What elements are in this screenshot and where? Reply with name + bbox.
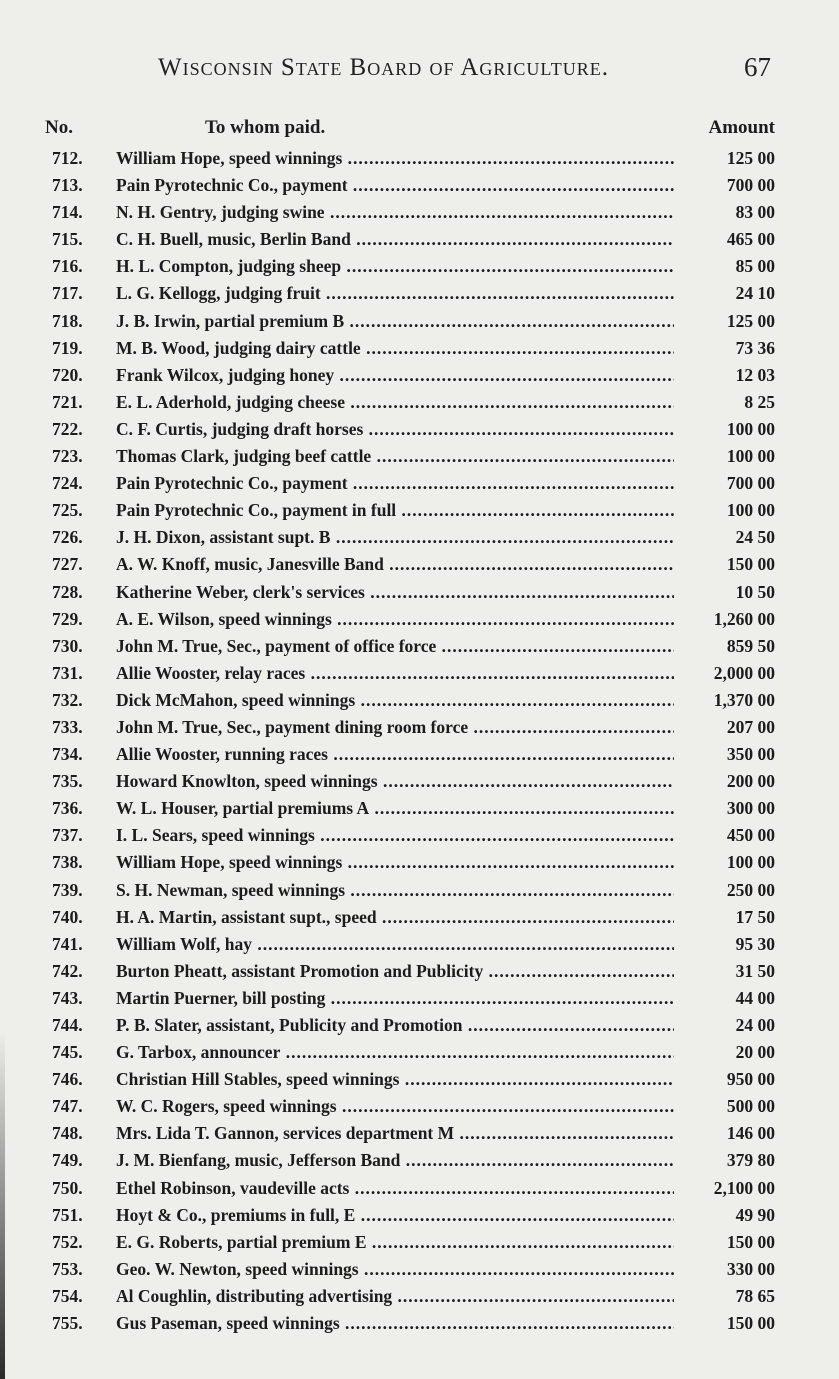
entry-number: 743.	[52, 987, 83, 1008]
entry-number: 715.	[52, 229, 83, 250]
amount-value: 125 00	[726, 148, 775, 168]
entry-number: 745.	[52, 1042, 83, 1063]
table-row	[0, 1039, 839, 1066]
entry-number: 744.	[52, 1015, 83, 1035]
payee-description: H. A. Martin, assistant supt., speed .....	[116, 904, 674, 931]
entry-number: 755.	[52, 1313, 83, 1334]
entry-number: 724.	[52, 473, 83, 494]
entry-number: 726.	[52, 527, 83, 548]
table-row	[0, 849, 839, 876]
table-row	[0, 1093, 839, 1120]
entry-number: 732.	[52, 689, 83, 710]
payee-description: Ethel Robinson, vaudeville acts .....	[116, 1175, 674, 1202]
amount-value: 200 00	[726, 771, 775, 792]
entry-number: 733.	[52, 716, 83, 737]
payee-description: Pain Pyrotechnic Co., payment .....	[116, 172, 674, 199]
payee-description: M. B. Wood, judging dairy cattle .....	[116, 335, 674, 362]
entry-number: 718.	[52, 310, 83, 331]
amount-value: 465 00	[726, 229, 775, 250]
table-row	[0, 633, 839, 660]
amount-value: 83 00	[735, 202, 775, 223]
table-row	[0, 822, 839, 849]
table-row	[0, 931, 839, 958]
payee-description: J. B. Irwin, partial premium B .....	[116, 308, 674, 335]
payee-description: L. G. Kellogg, judging fruit .....	[116, 280, 674, 307]
payee-description: S. H. Newman, speed winnings .....	[116, 877, 674, 904]
payee-description: Katherine Weber, clerk's services .....	[116, 579, 674, 606]
amount-value: 31 50	[735, 960, 775, 981]
entry-number: 729.	[52, 608, 83, 629]
table-row	[0, 1202, 839, 1229]
amount-value: 12 03	[735, 364, 775, 385]
table-row	[0, 714, 839, 741]
amount-value: 24 00	[735, 1015, 775, 1035]
payee-description: Dick McMahon, speed winnings .....	[116, 687, 674, 714]
amount-value: 700 00	[726, 175, 775, 196]
payee-description: John M. True, Sec., payment dining room force .....	[116, 714, 674, 741]
payee-description: Hoyt & Co., premiums in full, E .....	[116, 1202, 674, 1229]
amount-value: 100 00	[726, 852, 775, 873]
entry-number: 730.	[52, 635, 83, 656]
table-row	[0, 904, 839, 931]
payee-description: P. B. Slater, assistant, Publicity and Promotion .....	[116, 1012, 674, 1039]
running-header	[0, 54, 839, 94]
payee-description: Gus Paseman, speed winnings .....	[116, 1310, 674, 1337]
table-row	[0, 226, 839, 253]
payee-description: Christian Hill Stables, speed winnings .....	[116, 1066, 674, 1093]
payee-description: Geo. W. Newton, speed winnings .....	[116, 1256, 674, 1283]
table-row	[0, 1066, 839, 1093]
entry-number: 737.	[52, 825, 83, 846]
payee-description: N. H. Gentry, judging swine .....	[116, 199, 674, 226]
amount-value: 150 00	[726, 554, 775, 575]
payee-description: A. W. Knoff, music, Janesville Band .....	[116, 551, 674, 578]
payee-description: C. H. Buell, music, Berlin Band .....	[116, 226, 674, 253]
entry-number: 738.	[52, 852, 83, 873]
payee-description: Al Coughlin, distributing advertising .....	[116, 1283, 674, 1310]
amount-value: 859 50	[726, 635, 775, 656]
entry-number: 720.	[52, 364, 83, 385]
table-row	[0, 551, 839, 578]
amount-value: 100 00	[726, 500, 775, 521]
table-row	[0, 1175, 839, 1202]
payee-description: Pain Pyrotechnic Co., payment in full .....	[116, 497, 674, 524]
amount-value: 100 00	[726, 446, 775, 467]
amount-value: 150 00	[726, 1231, 775, 1252]
amount-value: 85 00	[735, 256, 775, 277]
payee-description: Frank Wilcox, judging honey .....	[116, 362, 674, 389]
page-number: 67	[744, 52, 771, 82]
entry-number: 753.	[52, 1258, 83, 1279]
amount-value: 20 00	[735, 1042, 775, 1063]
table-row	[0, 1310, 839, 1337]
payee-description: Allie Wooster, relay races .....	[116, 660, 674, 687]
table-row	[0, 1120, 839, 1147]
amount-value: 95 30	[735, 933, 775, 954]
column-headers	[0, 117, 839, 141]
amount-value: 17 50	[735, 906, 775, 927]
payee-description: W. C. Rogers, speed winnings .....	[116, 1093, 674, 1120]
table-row	[0, 1283, 839, 1310]
payee-description: William Hope, speed winnings .....	[116, 145, 674, 172]
table-row	[0, 172, 839, 199]
entry-number: 747.	[52, 1096, 83, 1117]
payee-description: Pain Pyrotechnic Co., payment .....	[116, 470, 674, 497]
table-row	[0, 145, 839, 172]
entry-number: 752.	[52, 1231, 83, 1252]
table-row	[0, 199, 839, 226]
amount-value: 207 00	[726, 716, 775, 737]
table-row	[0, 1012, 839, 1039]
table-row	[0, 1229, 839, 1256]
table-row	[0, 606, 839, 633]
entry-number: 717.	[52, 283, 83, 304]
payee-description: E. G. Roberts, partial premium E .....	[116, 1229, 674, 1256]
amount-value: 44 00	[735, 987, 775, 1008]
table-row	[0, 741, 839, 768]
amount-value: 125 00	[726, 310, 775, 331]
amount-value: 500 00	[726, 1096, 775, 1117]
table-row	[0, 253, 839, 280]
amount-value: 8 25	[744, 391, 775, 412]
entry-number: 736.	[52, 798, 83, 819]
payee-description: Allie Wooster, running races .....	[116, 741, 674, 768]
amount-value: 950 00	[726, 1069, 775, 1090]
payee-description: John M. True, Sec., payment of office force .....	[116, 633, 674, 660]
amount-value: 2,000 00	[713, 662, 775, 683]
table-row	[0, 1147, 839, 1174]
amount-value: 24 50	[735, 527, 775, 548]
table-row	[0, 389, 839, 416]
amount-value: 330 00	[726, 1258, 775, 1279]
amount-value: 73 36	[735, 337, 775, 358]
table-row	[0, 362, 839, 389]
payee-description: William Wolf, hay .....	[116, 931, 674, 958]
entry-number: 746.	[52, 1069, 83, 1090]
payee-description: H. L. Compton, judging sheep .....	[116, 253, 674, 280]
payee-description: Martin Puerner, bill posting .....	[116, 985, 674, 1012]
table-row	[0, 524, 839, 551]
amount-value: 1,370 00	[713, 689, 775, 710]
amount-value: 100 00	[726, 418, 775, 439]
payee-description: J. M. Bienfang, music, Jefferson Band .....	[116, 1147, 674, 1174]
amount-value: 350 00	[726, 744, 775, 765]
entry-number: 722.	[52, 418, 83, 439]
payee-description: C. F. Curtis, judging draft horses .....	[116, 416, 674, 443]
amount-value: 379 80	[726, 1150, 775, 1171]
payee-description: J. H. Dixon, assistant supt. B .....	[116, 524, 674, 551]
entry-number: 734.	[52, 744, 83, 765]
amount-value: 2,100 00	[713, 1177, 775, 1198]
entry-number: 725.	[52, 500, 83, 521]
table-row	[0, 985, 839, 1012]
entry-number: 713.	[52, 175, 83, 196]
payee-description: Mrs. Lida T. Gannon, services department M .....	[116, 1120, 674, 1147]
table-row	[0, 958, 839, 985]
payee-description: I. L. Sears, speed winnings .....	[116, 822, 674, 849]
entry-number: 723.	[52, 446, 83, 467]
amount-value: 250 00	[726, 879, 775, 900]
payee-description: William Hope, speed winnings .....	[116, 849, 674, 876]
entry-number: 748.	[52, 1123, 83, 1144]
table-row	[0, 443, 839, 470]
entry-number: 739.	[52, 879, 83, 900]
entry-number: 728.	[52, 581, 83, 602]
entry-number: 731.	[52, 662, 83, 683]
entry-number: 754.	[52, 1285, 83, 1306]
amount-value: 700 00	[726, 473, 775, 494]
table-row	[0, 497, 839, 524]
payee-description: E. L. Aderhold, judging cheese .....	[116, 389, 674, 416]
table-row	[0, 416, 839, 443]
entry-number: 740.	[52, 906, 83, 927]
entry-number: 742.	[52, 960, 83, 981]
table-row	[0, 280, 839, 307]
table-row	[0, 579, 839, 606]
table-row	[0, 1256, 839, 1283]
amount-value: 450 00	[726, 825, 775, 846]
entry-number: 719.	[52, 337, 83, 358]
table-row	[0, 660, 839, 687]
entry-number: 735.	[52, 771, 83, 792]
payee-description: W. L. Houser, partial premiums A .....	[116, 795, 674, 822]
table-row	[0, 470, 839, 497]
table-row	[0, 687, 839, 714]
table-row	[0, 308, 839, 335]
entry-number: 721.	[52, 391, 83, 412]
entry-number: 714.	[52, 202, 83, 223]
payee-description: Burton Pheatt, assistant Promotion and Publicity .....	[116, 958, 674, 985]
entry-number: 716.	[52, 256, 83, 277]
table-row	[0, 795, 839, 822]
amount-value: 146 00	[726, 1123, 775, 1144]
payee-description: G. Tarbox, announcer .....	[116, 1039, 674, 1066]
amount-value: 1,260 00	[713, 608, 775, 629]
column-header-amount: Amount	[708, 117, 775, 138]
page-edge-shadow	[0, 1030, 5, 1379]
entry-number: 712.	[52, 148, 83, 168]
amount-value: 78 65	[735, 1285, 775, 1306]
entry-number: 749.	[52, 1150, 83, 1171]
amount-value: 10 50	[735, 581, 775, 602]
payee-description: Howard Knowlton, speed winnings .....	[116, 768, 674, 795]
amount-value: 150 00	[726, 1313, 775, 1334]
amount-value: 49 90	[735, 1204, 775, 1225]
entry-number: 727.	[52, 554, 83, 575]
entry-number: 750.	[52, 1177, 83, 1198]
payment-list	[0, 145, 839, 1337]
column-header-no: No.	[45, 117, 73, 138]
page-title: Wisconsin State Board of Agriculture.	[158, 54, 610, 81]
entry-number: 741.	[52, 933, 83, 954]
table-row	[0, 335, 839, 362]
amount-value: 300 00	[726, 798, 775, 819]
table-row	[0, 877, 839, 904]
payee-description: A. E. Wilson, speed winnings .....	[116, 606, 674, 633]
column-header-to-whom: To whom paid.	[205, 117, 326, 138]
amount-value: 24 10	[735, 283, 775, 304]
table-row	[0, 768, 839, 795]
payee-description: Thomas Clark, judging beef cattle .....	[116, 443, 674, 470]
entry-number: 751.	[52, 1204, 83, 1225]
